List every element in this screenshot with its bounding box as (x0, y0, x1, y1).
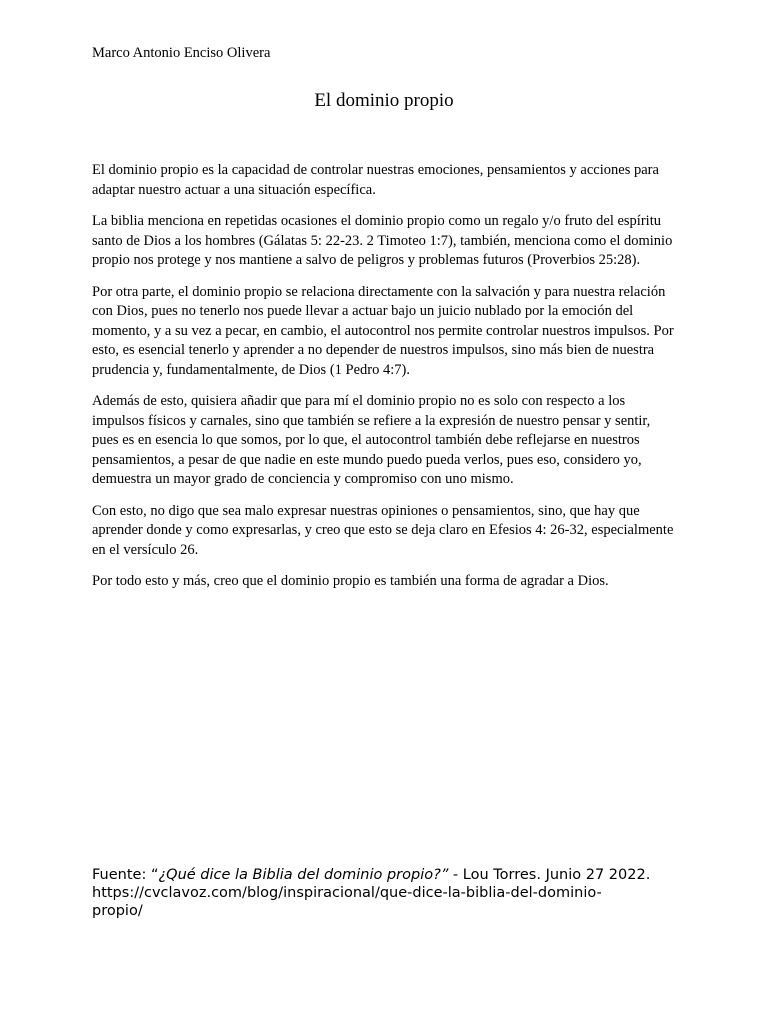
source-prefix: Fuente: “ (92, 867, 159, 883)
document-title: El dominio propio (314, 90, 454, 111)
source-details: - Lou Torres. Junio 27 2022. https://cvclavoz.com/blog/inspiracional/que-dice-la-biblia-del-dominio-propio/ (92, 867, 651, 919)
paragraph-4: Además de esto, quisiera añadir que para mí el dominio propio no es solo con respecto a los impulsos físicos y carnales, sino que también se refiere a la expresión de nuestro pensar y sentir, pues es en esencia lo que somos, por lo que, el autocontrol también debe reflejarse en nuestros pensamientos, a pesar de que nadie en este mundo puedo pueda verlos, pues eso, considero yo, demuestra un mayor grado de conciencia y compromiso con uno mismo. (92, 393, 651, 487)
paragraph-5: Con esto, no digo que sea malo expresar nuestras opiniones o pensamientos, sino, que hay que aprender donde y como expresarlas, y creo que esto se deja claro en Efesios 4: 26-32, especialmente en el versículo 26. (92, 502, 674, 558)
document-body (92, 161, 677, 604)
paragraph-6: Por todo esto y más, creo que el dominio propio es también una forma de agradar a Dios. (92, 573, 609, 589)
paragraph-1: El dominio propio es la capacidad de controlar nuestras emociones, pensamientos y acciones para adaptar nuestro actuar a una situación específica. (92, 162, 659, 198)
paragraph-3: Por otra parte, el dominio propio se relaciona directamente con la salvación y para nuestra relación con Dios, pues no tenerlo nos puede llevar a actuar bajo un juicio nublado por la emoción del momento, y a su vez a pecar, en cambio, el autocontrol nos permite controlar nuestros impulsos. Por esto, es esencial tenerlo y aprender a no depender de nuestros impulsos, sino más bien de nuestra prudencia y, fundamentalmente, de Dios (1 Pedro 4:7). (92, 283, 674, 378)
paragraph-2: La biblia menciona en repetidas ocasiones el dominio propio como un regalo y/o fruto del espíritu santo de Dios a los hombres (Gálatas 5: 22-23. 2 Timoteo 1:7), también, menciona como el dominio propio nos protege y nos mantiene a salvo de peligros y problemas futuros (Proverbios 25:28). (92, 213, 673, 268)
author-name: Marco Antonio Enciso Olivera (92, 45, 271, 61)
source-citation (92, 866, 652, 920)
source-work-title: ¿Qué dice la Biblia del dominio propio?” (158, 867, 449, 883)
